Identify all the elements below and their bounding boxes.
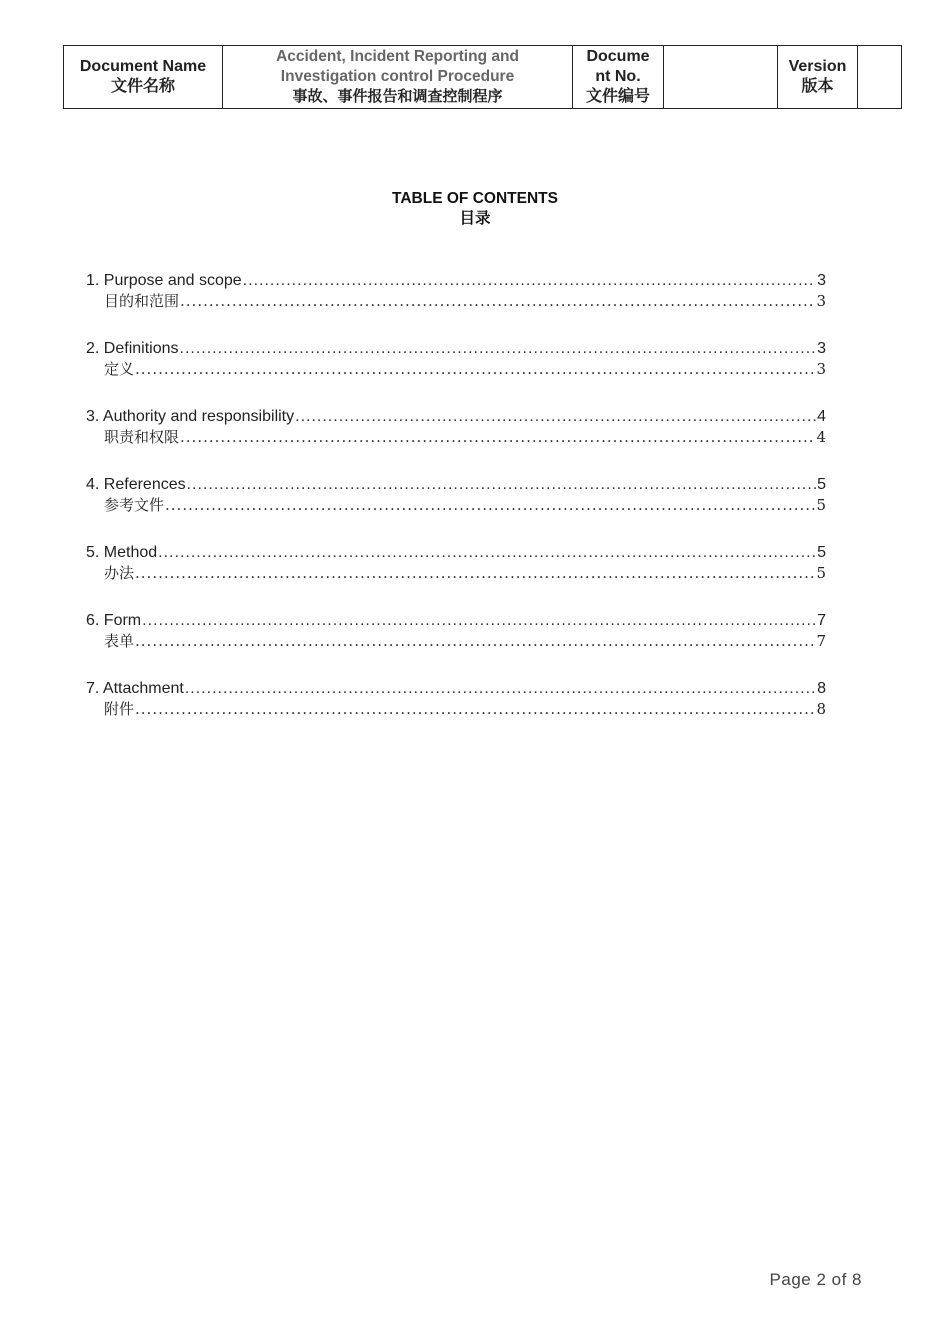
toc-entry [86, 270, 826, 312]
toc-leader-dots [180, 291, 815, 312]
toc-entry-title-zh: 目的和范围 [104, 292, 180, 310]
version-label-en: Version [788, 58, 847, 75]
toc-entry [86, 678, 826, 720]
doc-name-value-zh: 事故、事件报告和调查控制程序 [292, 88, 503, 105]
toc-page-number: 8 [817, 680, 826, 697]
toc-link-zh[interactable] [86, 291, 826, 312]
toc-link-zh[interactable] [86, 427, 826, 448]
toc-entry-title: 6. Form [86, 612, 142, 629]
toc-leader-dots [165, 495, 815, 516]
toc-link-en[interactable] [86, 270, 826, 291]
toc-page-number: 4 [816, 428, 826, 446]
toc-entry-title-zh: 职责和权限 [104, 428, 180, 446]
toc-leader-dots [185, 678, 816, 699]
toc-entry-title-zh: 定义 [104, 360, 135, 378]
toc-entry-title: 5. Method [86, 544, 158, 561]
toc-leader-dots [243, 270, 816, 291]
doc-no-label-2: nt No. [595, 68, 641, 85]
toc-link-zh[interactable] [86, 359, 826, 380]
doc-name-value [223, 46, 573, 109]
toc-title-en: TABLE OF CONTENTS [392, 190, 558, 207]
toc-title [0, 189, 950, 229]
toc-link-en[interactable] [86, 678, 826, 699]
toc-leader-dots [135, 359, 815, 380]
doc-name-value-en-2: Investigation control Procedure [280, 68, 515, 85]
toc-link-en[interactable] [86, 610, 826, 631]
toc-leader-dots [135, 699, 815, 720]
version-label-zh: 版本 [801, 78, 834, 95]
toc-entry-title: 4. References [86, 476, 186, 493]
toc-page-number: 5 [817, 476, 826, 493]
version-value [858, 46, 902, 109]
toc-leader-dots [187, 474, 816, 495]
table-of-contents [86, 270, 826, 746]
toc-entry [86, 474, 826, 516]
toc-link-en[interactable] [86, 406, 826, 427]
toc-entry-title: 2. Definitions [86, 340, 179, 357]
toc-entry-title-zh: 表单 [104, 632, 135, 650]
toc-leader-dots [142, 610, 816, 631]
toc-page-number: 5 [817, 544, 826, 561]
toc-entry-title: 7. Attachment [86, 680, 184, 697]
doc-no-label [573, 46, 664, 109]
doc-name-label [64, 46, 223, 109]
toc-page-number: 5 [816, 564, 826, 582]
toc-leader-dots [295, 406, 816, 427]
version-label [778, 46, 858, 109]
toc-link-zh[interactable] [86, 495, 826, 516]
doc-no-value [664, 46, 778, 109]
toc-leader-dots [135, 631, 815, 652]
toc-entry [86, 406, 826, 448]
toc-page-number: 8 [816, 700, 826, 718]
doc-no-label-1: Docume [586, 48, 650, 65]
doc-name-label-zh: 文件名称 [110, 78, 175, 95]
toc-leader-dots [180, 338, 817, 359]
toc-page-number: 3 [816, 360, 826, 378]
toc-link-zh[interactable] [86, 631, 826, 652]
toc-entry-title: 1. Purpose and scope [86, 272, 242, 289]
toc-page-number: 7 [816, 632, 826, 650]
toc-entry-title: 3. Authority and responsibility [86, 408, 295, 425]
toc-link-en[interactable] [86, 542, 826, 563]
toc-entry [86, 610, 826, 652]
toc-page-number: 3 [816, 292, 826, 310]
toc-page-number: 7 [817, 612, 826, 629]
toc-leader-dots [158, 542, 816, 563]
toc-entry [86, 338, 826, 380]
doc-name-value-en-1: Accident, Incident Reporting and [276, 48, 519, 65]
toc-entry-title-zh: 参考文件 [104, 496, 165, 514]
toc-link-zh[interactable] [86, 563, 826, 584]
toc-page-number: 5 [816, 496, 826, 514]
toc-leader-dots [180, 427, 815, 448]
toc-leader-dots [135, 563, 815, 584]
doc-no-label-zh: 文件编号 [585, 88, 650, 105]
toc-page-number: 4 [817, 408, 826, 425]
toc-link-en[interactable] [86, 338, 826, 359]
doc-name-label-en: Document Name [79, 58, 207, 75]
toc-entry-title-zh: 办法 [104, 564, 135, 582]
toc-page-number: 3 [817, 272, 826, 289]
toc-entry-title-zh: 附件 [104, 700, 135, 718]
toc-link-zh[interactable] [86, 699, 826, 720]
toc-link-en[interactable] [86, 474, 826, 495]
toc-page-number: 3 [817, 340, 826, 357]
page-number-footer: Page 2 of 8 [769, 1270, 862, 1289]
toc-title-zh: 目录 [459, 210, 491, 227]
document-header-table [63, 45, 902, 109]
toc-entry [86, 542, 826, 584]
